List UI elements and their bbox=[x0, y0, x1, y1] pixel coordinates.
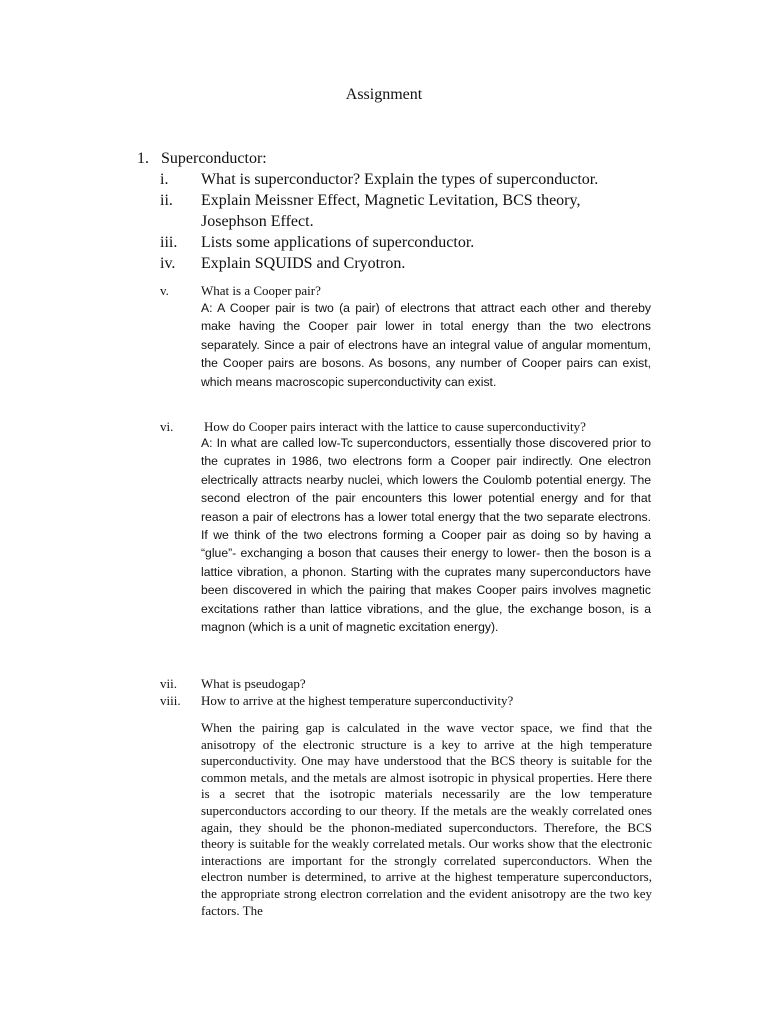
question-numeral: vii. bbox=[160, 676, 177, 691]
question-numeral: iv. bbox=[160, 255, 176, 272]
answer-text: A: A Cooper pair is two (a pair) of electrons that attract each other and thereby make having the Cooper pair lower in total energy than the two electrons separately. Since a pair of electrons have an integral value of angular momentum, the Cooper pairs are bosons. As bosons, any number of Cooper pairs can exist, which means macroscopic superconductivity can exist. bbox=[201, 301, 651, 389]
question-numeral: viii. bbox=[160, 693, 181, 708]
question-text: Explain SQUIDS and Cryotron. bbox=[201, 255, 406, 272]
question-text: Explain Meissner Effect, Magnetic Levitation, BCS theory, Josephson Effect. bbox=[201, 192, 581, 230]
question-numeral: vi. bbox=[160, 419, 174, 434]
question-text: How to arrive at the highest temperature superconductivity? bbox=[201, 693, 514, 708]
answer-text: A: In what are called low-Tc superconductors, essentially those discovered prior to the cuprates in 1986, two electrons form a Cooper pair indirectly. One electron electrically attracts nearby nuclei, which lowers the Coulomb potential energy. The second electron of the pair encounters this lower potential energy and for that reason a pair of electrons has a lower total energy that the two separate electrons. If we think of the two electrons forming a Cooper pair as doing so by having a “glue”- exchanging a boson that causes their energy to lower- then the boson is a lattice vibration, a phonon. Starting with the cuprates many superconductors have been discovered in which the pairing that makes Cooper pairs involves magnetic excitations rather than lattice vibrations, and the glue, the exchange boson, is a magnon (which is a unit of magnetic excitation energy). bbox=[201, 436, 651, 635]
question-numeral: i. bbox=[160, 171, 169, 188]
page-title: Assignment bbox=[345, 86, 423, 103]
question-text: What is a Cooper pair? bbox=[201, 283, 321, 298]
section-title: Superconductor: bbox=[161, 150, 267, 167]
question-numeral: v. bbox=[160, 283, 169, 298]
question-text: Lists some applications of superconductor. bbox=[201, 234, 475, 251]
question-text: What is pseudogap? bbox=[201, 676, 306, 691]
answer-text: When the pairing gap is calculated in the wave vector space, we find that the anisotropy of the electronic structure is a key to arrive at the high temperature superconductivity. One may have understood that the BCS theory is suitable for the common metals, and the metals are almost isotropic in physical properties. Here there is a secret that the isotropic materials necessarily are the low temperature superconductors according to our theory. If the metals are the weakly correlated ones again, they should be the phonon-mediated superconductors. Therefore, the BCS theory is suitable for the weakly correlated metals. Our works show that the electronic interactions are important for the strongly correlated superconductors. When the electron number is determined, to arrive at the highest temperature superconductors, the appropriate strong electron correlation and the evident anisotropy are the two key factors. The bbox=[201, 720, 652, 918]
question-text: How do Cooper pairs interact with the lattice to cause superconductivity? bbox=[204, 419, 586, 434]
section-number: 1. bbox=[137, 150, 149, 167]
question-text: What is superconductor? Explain the types of superconductor. bbox=[201, 171, 599, 188]
question-numeral: ii. bbox=[160, 192, 173, 209]
question-numeral: iii. bbox=[160, 234, 178, 251]
